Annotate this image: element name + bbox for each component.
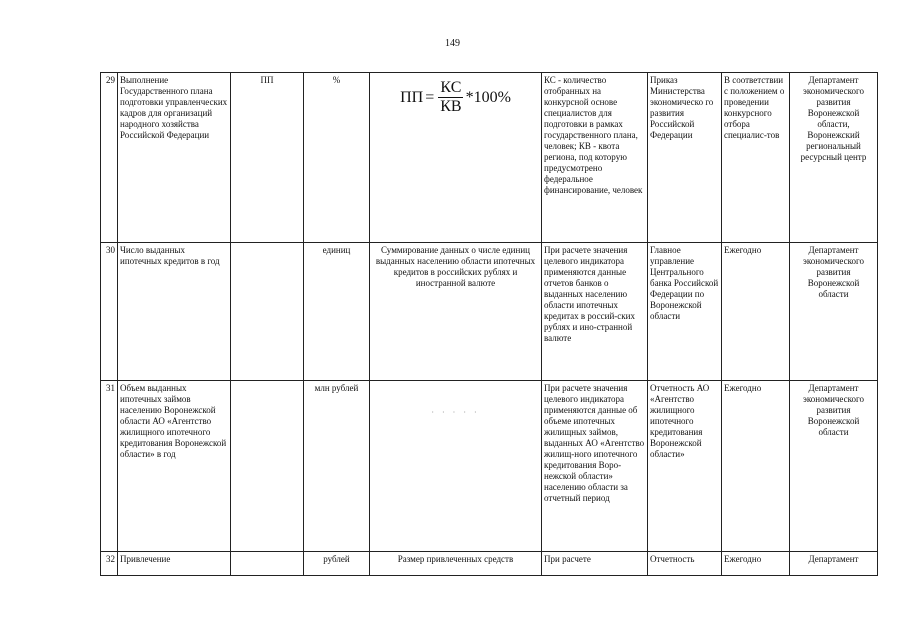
periodicity: Ежегодно (722, 552, 790, 576)
data-source: Главное управление Центрального банка Российской Федерации по Воронежской области (648, 243, 722, 381)
table-row (101, 73, 878, 243)
variables-description: При расчете значения целевого индикатора применяются данные об объеме ипотечных жилищных займов, выданных АО «Агентство жилищ-ного ипотечного кредитования Воро-нежской области» населению области за отчетный период (542, 381, 648, 552)
data-source: Отчетность АО «Агентство жилищного ипотечного кредитования Воронежской области» (648, 381, 722, 552)
responsible: Департамент (790, 552, 878, 576)
indicator-abbr (231, 381, 304, 552)
indicator-name: Число выданных ипотечных кредитов в год (118, 243, 231, 381)
indicator-abbr (231, 243, 304, 381)
responsible: Департамент экономического развития Воронежской области, Воронежский региональный ресурсный центр (790, 73, 878, 243)
unit: рублей (304, 552, 370, 576)
periodicity: В соответствии с положением о проведении конкурсного отбора специалис-тов (722, 73, 790, 243)
formula-eq: = (425, 88, 435, 106)
data-source: Отчетность (648, 552, 722, 576)
variables-description: При расчете (542, 552, 648, 576)
indicator-name: Объем выданных ипотечных займов населению Воронежской области АО «Агентство жилищного ипотечного кредитования Воронежской области» в год (118, 381, 231, 552)
row-number: 32 (101, 552, 118, 576)
table-row (101, 552, 878, 576)
row-number: 30 (101, 243, 118, 381)
calculation-method (370, 73, 542, 243)
responsible: Департамент экономического развития Воронежской области (790, 243, 878, 381)
indicator-abbr (231, 552, 304, 576)
faint-dots: · · · · · (431, 408, 480, 417)
table-row (101, 243, 878, 381)
unit: единиц (304, 243, 370, 381)
responsible: Департамент экономического развития Воронежской области (790, 381, 878, 552)
row-number: 29 (101, 73, 118, 243)
unit: млн рублей (304, 381, 370, 552)
indicator-name: Выполнение Государственного плана подготовки управленческих кадров для организаций народного хозяйства Российской Федерации (118, 73, 231, 243)
formula-fraction (438, 79, 463, 116)
row-number: 31 (101, 381, 118, 552)
data-source: Приказ Министерства экономическо го развития Российской Федерации (648, 73, 722, 243)
unit: % (304, 73, 370, 243)
formula-numerator: КС (440, 78, 462, 96)
formula-tail: *100% (465, 88, 511, 106)
indicator-name: Привлечение (118, 552, 231, 576)
calculation-method: Размер привлеченных средств (370, 552, 542, 576)
calculation-method (370, 381, 542, 552)
indicator-abbr: ПП (231, 73, 304, 243)
variables-description: КС - количество отобранных на конкурсной основе специалистов для подготовки в рамках государственного плана, человек; КВ - квота региона, под которую предусмотрено федеральное финансирование, человек (542, 73, 648, 243)
calculation-method: Суммирование данных о числе единиц выданных населению области ипотечных кредитов в российских рублях и иностранной валюте (370, 243, 542, 381)
formula-lhs: ПП (400, 88, 424, 106)
table-row (101, 381, 878, 552)
indicators-table (100, 72, 878, 576)
formula (372, 77, 539, 117)
page-number: 149 (445, 38, 460, 49)
variables-description: При расчете значения целевого индикатора применяются данные отчетов банков о выданных населению области ипотечных кредитах в россий-ских рублях и ино-странной валюте (542, 243, 648, 381)
periodicity: Ежегодно (722, 381, 790, 552)
formula-denominator: КВ (440, 97, 462, 115)
periodicity: Ежегодно (722, 243, 790, 381)
